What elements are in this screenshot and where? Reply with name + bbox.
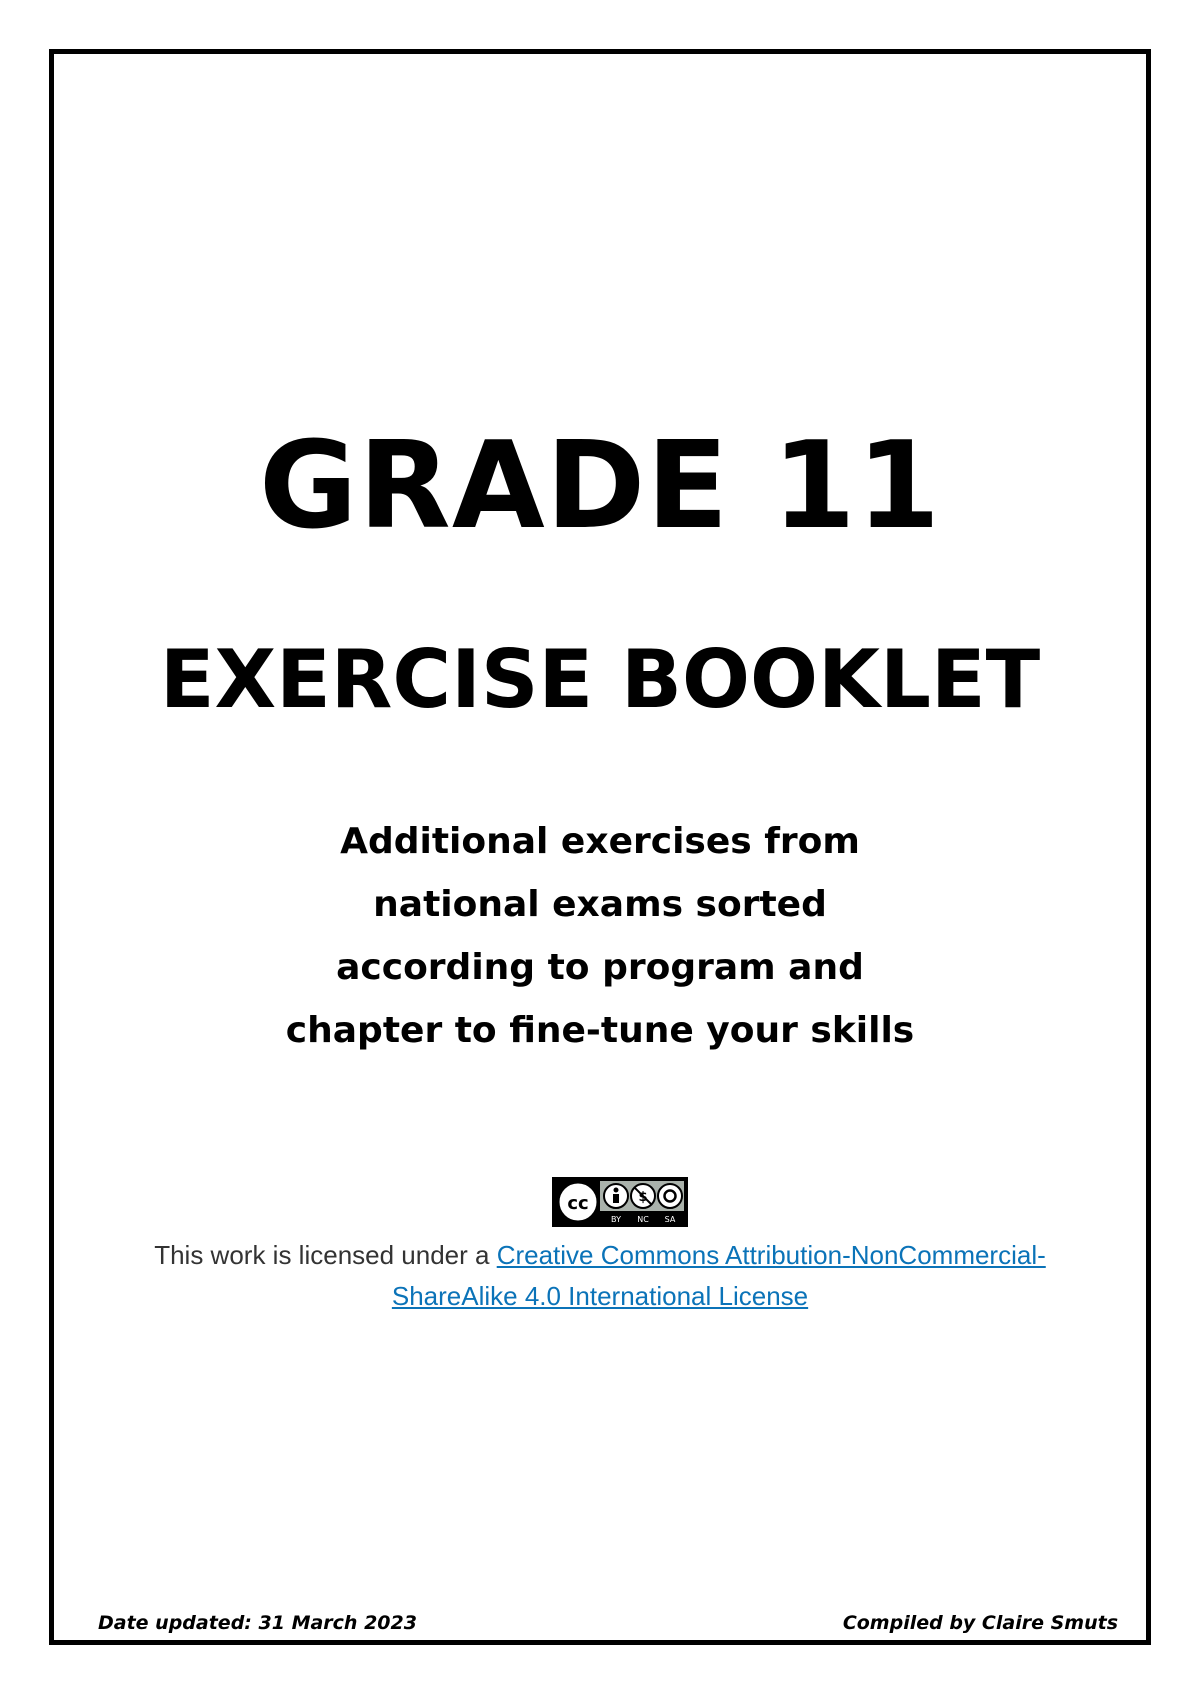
badge-label-sa: SA bbox=[664, 1215, 676, 1224]
compiled-by: Compiled by Claire Smuts bbox=[842, 1612, 1118, 1634]
date-updated: Date updated: 31 March 2023 bbox=[98, 1612, 417, 1634]
page-title: GRADE 11 bbox=[258, 417, 942, 556]
description-line: chapter to fine-tune your skills bbox=[285, 1010, 915, 1051]
description bbox=[200, 810, 1000, 1062]
license-link[interactable]: Creative Commons Attribution-NonCommercial-ShareAlike 4.0 International License bbox=[391, 1240, 1046, 1311]
license-statement bbox=[150, 1235, 1050, 1317]
badge-label-nc: NC bbox=[637, 1215, 649, 1224]
creative-commons-badge-icon[interactable] bbox=[552, 1177, 688, 1227]
badge-label-by: BY bbox=[611, 1215, 621, 1224]
license-prefix: This work is licensed under a bbox=[154, 1240, 497, 1270]
svg-text:cc: cc bbox=[567, 1193, 589, 1214]
page-subtitle: EXERCISE BOOKLET bbox=[159, 633, 1041, 726]
description-line: national exams sorted bbox=[373, 884, 827, 925]
description-line: Additional exercises from bbox=[340, 821, 860, 862]
creative-commons-logo-icon bbox=[554, 1179, 686, 1225]
svg-text:$: $ bbox=[638, 1190, 648, 1205]
description-line: according to program and bbox=[336, 947, 864, 988]
